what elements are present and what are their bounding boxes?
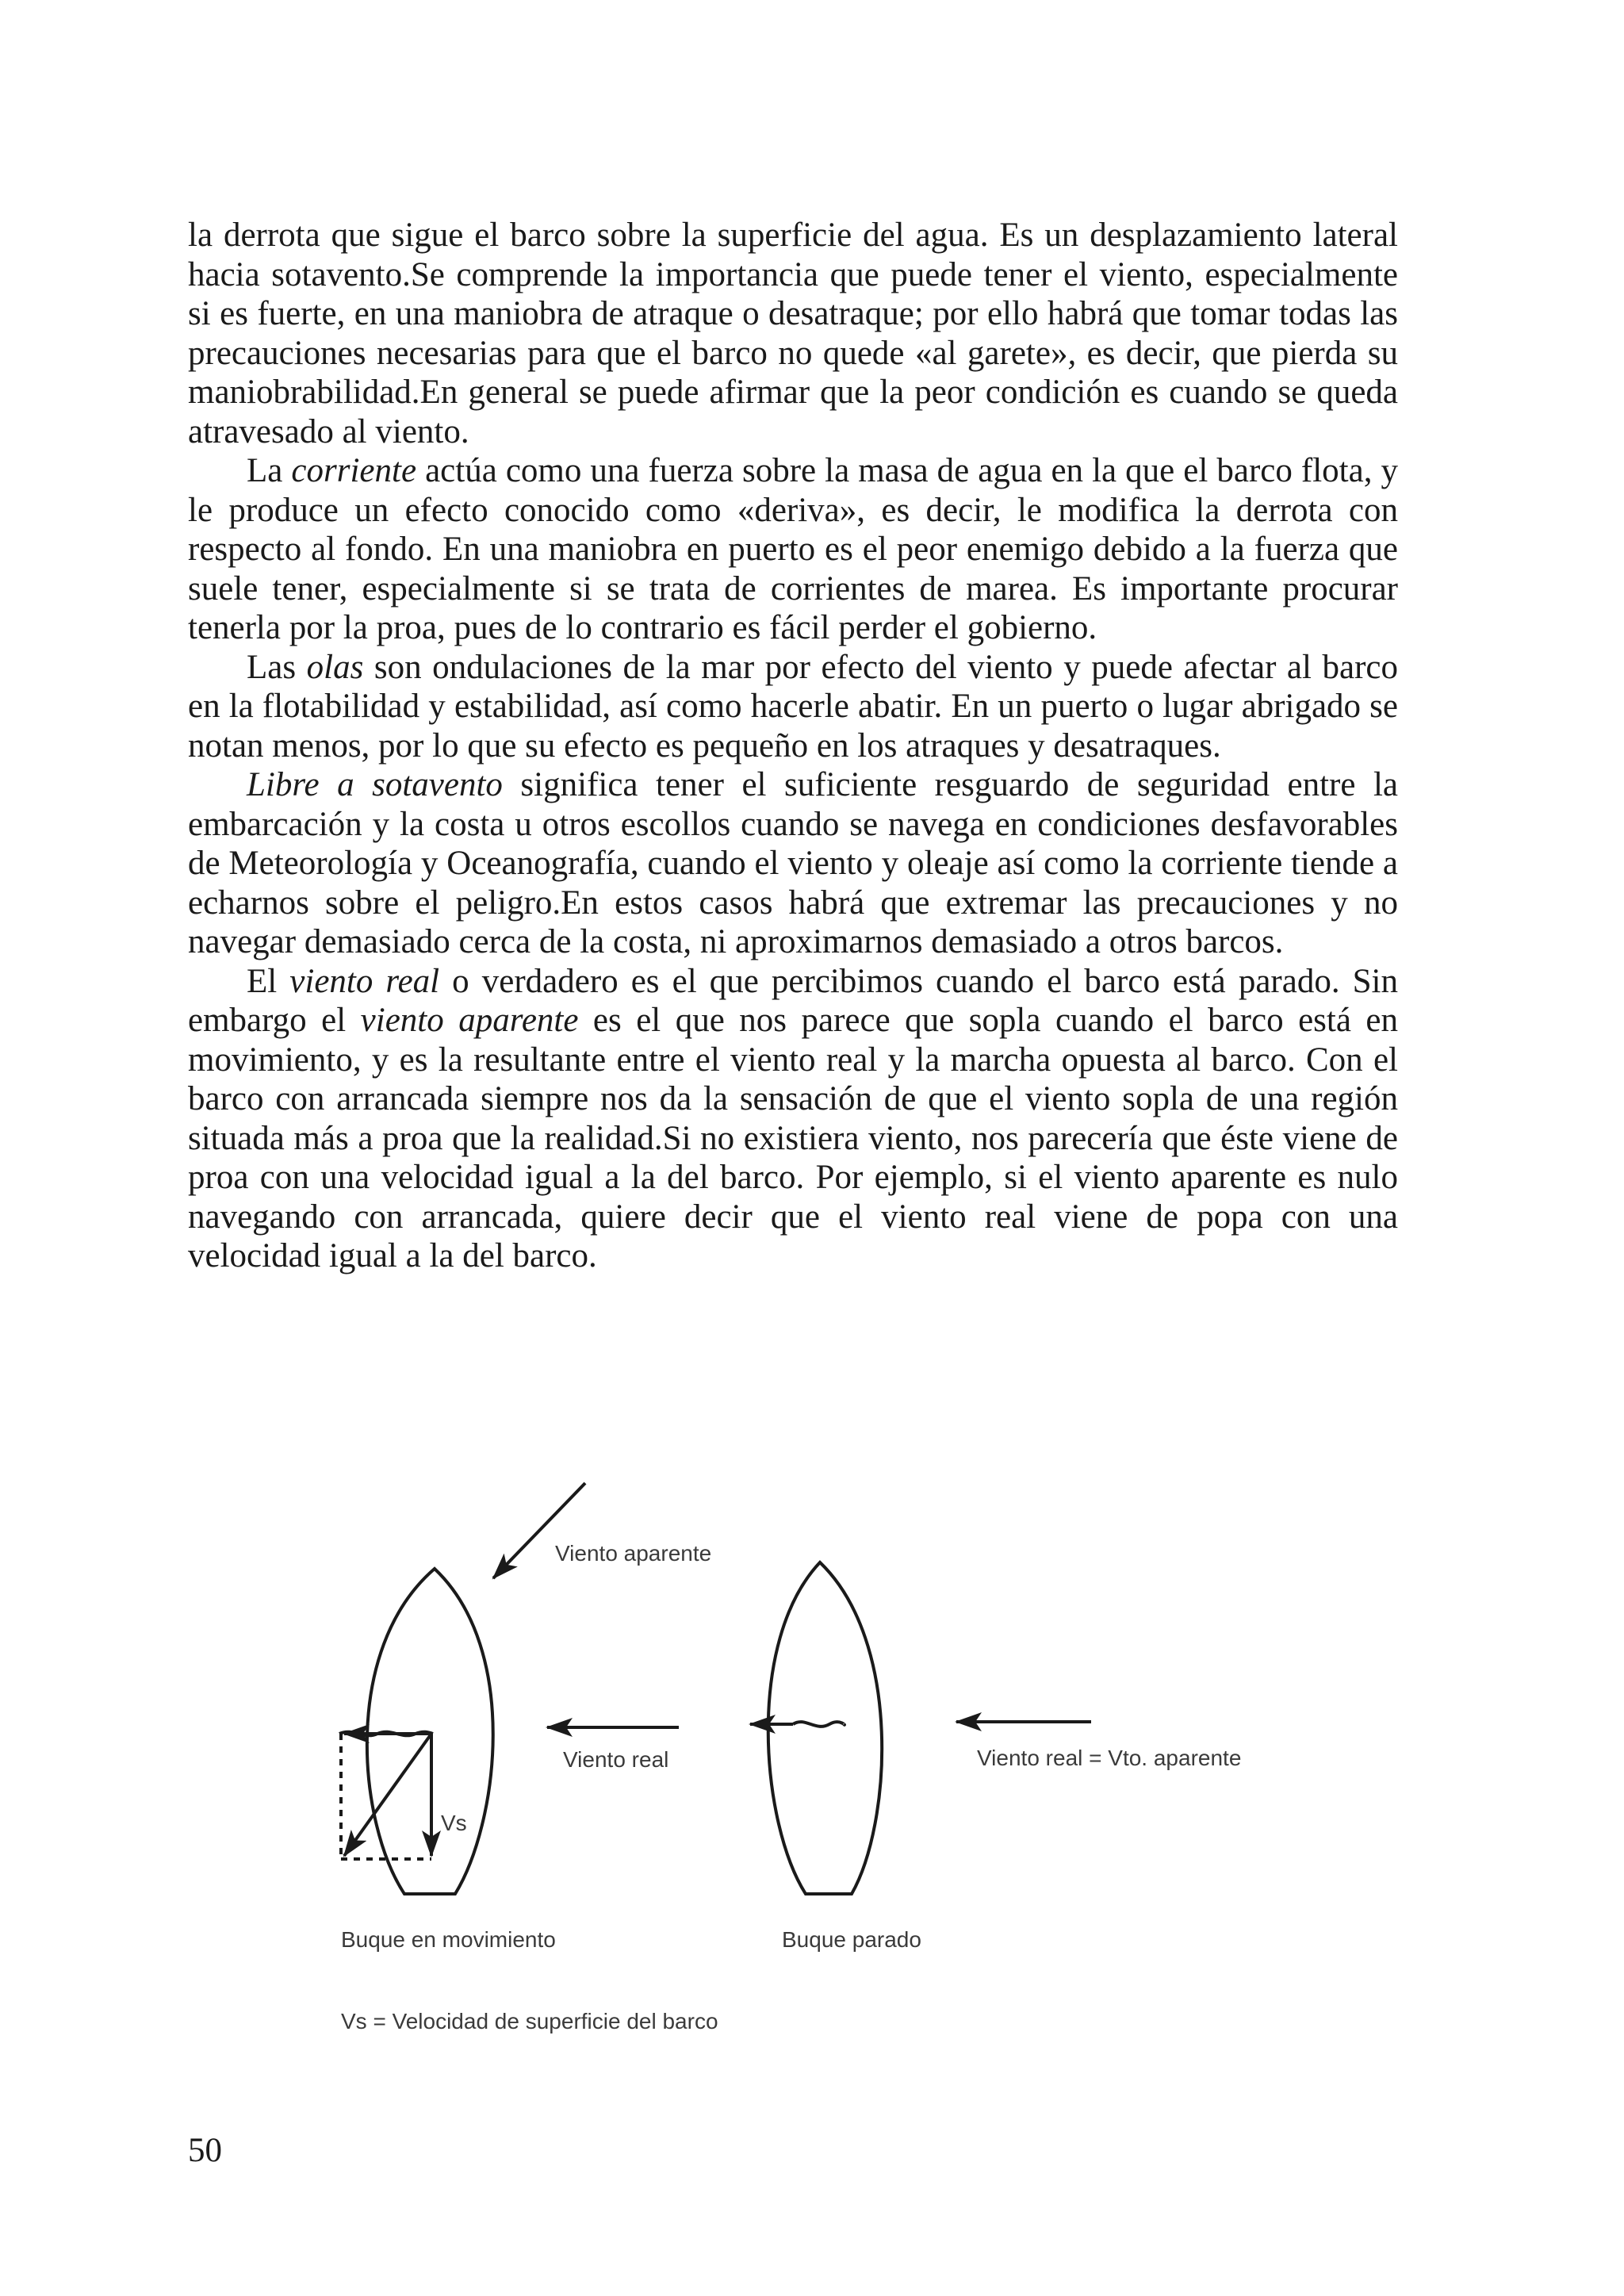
- text-run: es decir, que pierda su maniobrabilidad.En general se puede afirmar que la peor condición es cuando se queda atravesado al viento.: [188, 334, 1398, 450]
- label-real-eq-aparente: Viento real = Vto. aparente: [977, 1746, 1242, 1770]
- legend-vs: Vs = Velocidad de superficie del barco: [341, 2009, 718, 2033]
- stopped-boat-wave: [793, 1722, 845, 1727]
- vs-label: Vs: [441, 1811, 467, 1835]
- caption-stopped-boat: Buque parado: [782, 1927, 921, 1952]
- label-viento-aparente: Viento aparente: [555, 1541, 712, 1566]
- italic-term: ,: [1067, 334, 1077, 372]
- italic-term: Libre a sotavento: [247, 766, 503, 803]
- text-run: la derrota que sigue el barco sobre la superficie del agua. Es un desplazamiento lateral hacia sotavento.Se comprende la importancia que puede tener el viento, especialmente si es fuerte, en una maniobra de atraque o desatraque; por ello habrá que tomar todas las precauciones necesarias para que el barco no quede «al garete»: [188, 217, 1398, 372]
- text-run: es el que nos parece que sopla cuando el barco está en movimiento, y es la resultante entre el viento real y la marcha opuesta al barco. Con el barco con arrancada siempre nos da la sensación de que el viento sopla de una región situada más a proa que la realidad.Si no existiera viento, nos parecería que éste viene de proa con una velocidad igual a la del barco. Por ejemplo, si el viento aparente es nulo navegando con arrancada, quiere decir que el viento real viene de popa con una velocidad igual a la del barco.: [188, 1002, 1398, 1274]
- italic-term: corriente: [291, 452, 417, 489]
- text-run: Las: [247, 648, 307, 686]
- caption-moving-boat: Buque en movimiento: [341, 1927, 556, 1952]
- label-viento-real: Viento real: [563, 1747, 669, 1772]
- italic-term: viento aparente: [360, 1002, 579, 1039]
- text-run: actúa como una fuerza sobre la masa de agua en la que el barco flota, y le produce un efecto conocido como «deriva», es decir, le modifica la derrota con respecto al fondo. En una maniobra en puerto es el peor enemigo debido a la fuerza que suele tener, especialmente si se trata de corrientes de marea. Es importante procurar tenerla por la proa, pues de lo contrario es fácil perder el gobierno.: [188, 452, 1398, 646]
- text-run: son ondulaciones de la mar por efecto del viento y puede afectar al barco en la flotabilidad y estabilidad, así como hacerle abatir. En un puerto o lugar abrigado se notan menos, por lo que su efecto es pequeño en los atraques y desatraques.: [188, 648, 1399, 765]
- stopped-boat-hull: [768, 1562, 882, 1894]
- resultant-arrow: [344, 1734, 431, 1856]
- page-number: 50: [188, 2132, 222, 2169]
- text-run: o verdadero es el que percibimos cuando el barco está parado. Sin embargo el: [188, 962, 1398, 1039]
- text-run: La: [247, 452, 292, 489]
- italic-term: viento real: [289, 962, 440, 1000]
- italic-term: olas: [306, 648, 364, 686]
- text-run: significa tener el suficiente resguardo de seguridad entre la embarcación y la costa u otros escollos cuando se navega en condiciones desfavorables de Meteorología y Oceanografía, cuando el viento y oleaje así como la corriente tiende a echarnos sobre el peligro.En estos casos habrá que extremar las precauciones y no navegar demasiado cerca de la costa, ni aproximarnos demasiado a otros barcos.: [188, 766, 1399, 960]
- text-run: El: [247, 962, 290, 1000]
